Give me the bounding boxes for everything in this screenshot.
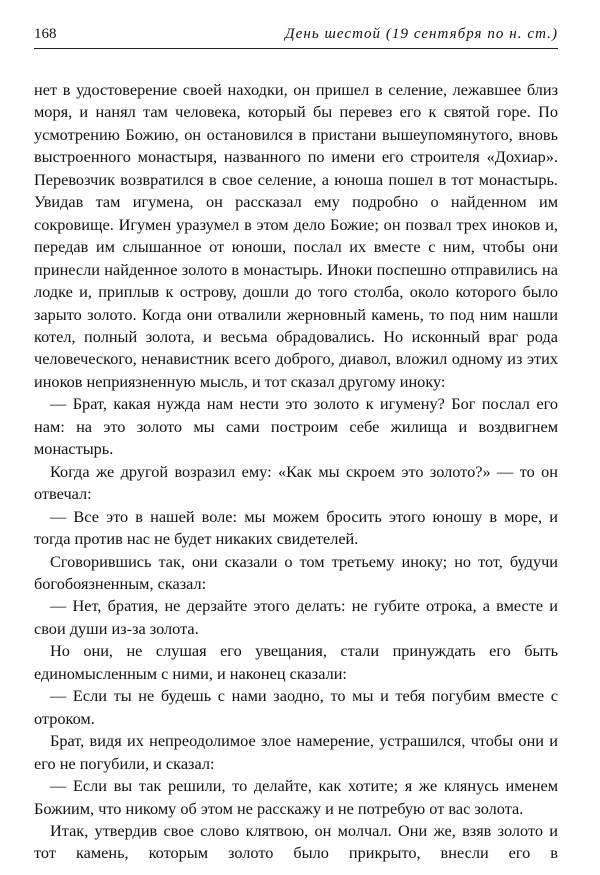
- running-title: День шестой (19 сентября по н. ст.): [285, 26, 558, 42]
- paragraph: — Если вы так решили, то делайте, как хотите; я же клянусь именем Божиим, что никому об этом не расскажу и не потребую от вас золота.: [34, 776, 558, 818]
- book-page: [34, 26, 558, 865]
- body-text: [34, 79, 558, 865]
- paragraph: нет в удостоверение своей находки, он пришел в селение, лежавшее близ моря, и нанял там человека, который бы перевез его к святой горе. По усмотрению Божию, он остановился в пристани вышеупомянутого, вновь выстроенного монастыря, названного по имени его строителя «Дохиар». Перевозчик возвратился в свое селение, а юноша пошел в тот монастырь. Увидав там игумена, он рассказал ему подробно о найденном им сокровище. Игумен уразумел в этом дело Божие; он позвал трех иноков и, передав им слышанное от юноши, послал их вместе с ним, чтобы они принесли найденное золото в монастырь. Иноки поспешно отправились на лодке и, приплыв к острову, дошли до того столба, около которого было зарыто золото. Когда они отвалили жерновный камень, то под ним нашли котел, полный золота, и весьма обрадовались. Но исконный враг рода человеческого, ненавистник всего доброго, диавол, вложил одному из этих иноков неприязненную мысль, и тот сказал другому иноку:: [34, 80, 558, 391]
- page-header: [34, 26, 558, 49]
- paragraph: — Нет, братия, не дерзайте этого делать: не губите отрока, а вместе и свои души из-за золота.: [34, 596, 558, 638]
- paragraph: — Брат, какая нужда нам нести это золото к игумену? Бог послал его нам: на это золото мы сами построим себе жилища и воздвигнем монастырь.: [34, 394, 558, 459]
- paragraph: Когда же другой возразил ему: «Как мы скроем это золото?» — то он отвечал:: [34, 461, 558, 504]
- paragraph: Итак, утвердив свое слово клятвою, он молчал. Они же, взяв золото и тот камень, которым золото было прикрыто, внесли его в: [34, 820, 558, 863]
- paragraph: Но они, не слушая его увещания, стали принуждать его быть единомысленным с ними, и наконец сказали:: [34, 641, 558, 683]
- paragraph: Сговорившись так, они сказали о том третьему иноку; но тот, будучи богобоязненным, сказал:: [34, 551, 558, 593]
- paragraph: — Все это в нашей воле: мы можем бросить этого юношу в море, и тогда против нас не будет никаких свидетелей.: [34, 506, 558, 549]
- paragraph: Брат, видя их непреодолимое злое намерение, устрашился, чтобы они и его не погубили, и сказал:: [34, 731, 558, 773]
- paragraph: — Если ты не будешь с нами заодно, то мы и тебя погубим вместе с отроком.: [34, 686, 558, 728]
- page-number: 168: [34, 26, 57, 42]
